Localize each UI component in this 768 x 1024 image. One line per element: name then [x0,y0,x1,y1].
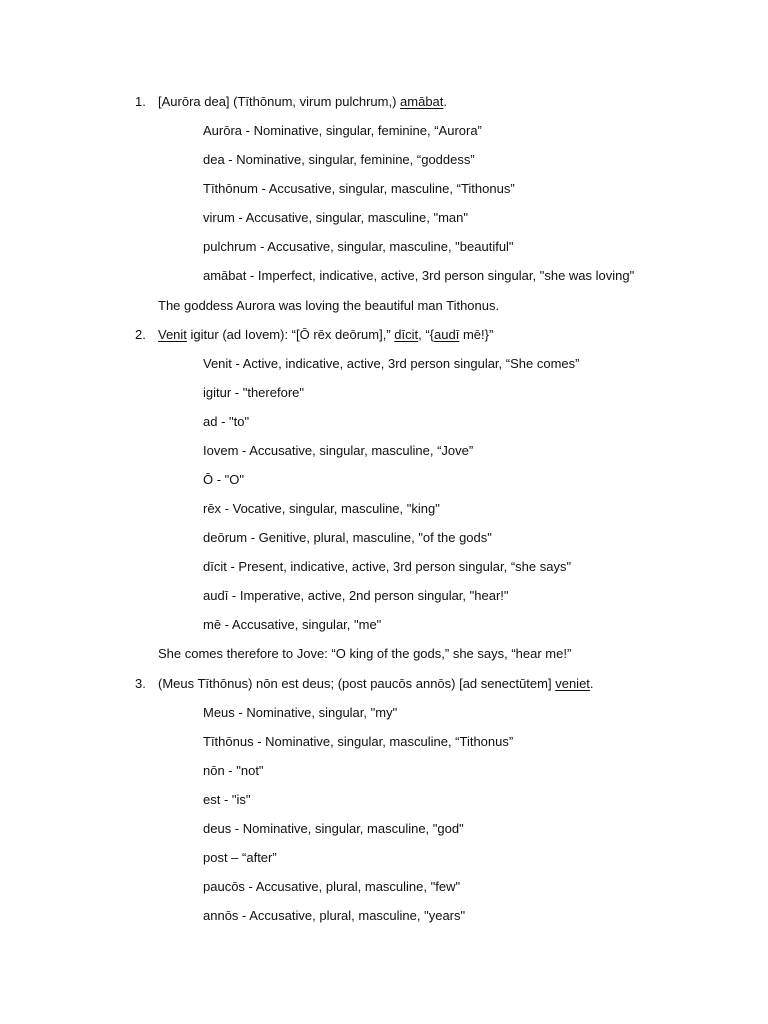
item-number: 1. [135,94,146,109]
sentence-text: mē!}” [459,327,494,342]
gloss-line: Tīthōnum - Accusative, singular, masculine, “Tithonus” [203,181,515,196]
sentence-text: [Aurōra dea] (Tīthōnum, virum pulchrum,) [158,94,401,109]
gloss-line: deōrum - Genitive, plural, masculine, "of the gods" [203,530,492,545]
sentence-text: . [589,676,594,691]
gloss-line: igitur - "therefore" [203,385,304,400]
gloss-line: est - "is" [203,792,251,807]
gloss-line: paucōs - Accusative, plural, masculine, "few" [203,879,461,894]
gloss-line: mē - Accusative, singular, "me" [203,617,382,632]
gloss-line: nōn - "not" [203,763,264,778]
gloss-line: dīcit - Present, indicative, active, 3rd person singular, “she says" [203,559,572,574]
translation-line: She comes therefore to Jove: “O king of the gods,” she says, “hear me!” [158,646,572,661]
latin-sentence [158,327,493,343]
gloss-line: audī - Imperative, active, 2nd person singular, "hear!" [203,588,509,603]
gloss-line: Ō - "O" [203,472,245,487]
gloss-line: Iovem - Accusative, singular, masculine, “Jove” [203,443,474,458]
gloss-line: Meus - Nominative, singular, "my" [203,705,398,720]
gloss-line: deus - Nominative, singular, masculine, "god" [203,821,464,836]
item-number: 2. [135,327,146,342]
sentence-text: , “{ [418,327,435,342]
gloss-line: virum - Accusative, singular, masculine, "man" [203,210,468,225]
verb-underlined: veniet [555,676,590,691]
item-number: 3. [135,676,146,691]
gloss-line: post – “after” [203,850,277,865]
gloss-line: dea - Nominative, singular, feminine, “goddess” [203,152,475,167]
gloss-line: Tīthōnus - Nominative, singular, masculine, “Tithonus” [203,734,514,749]
sentence-text: . [443,94,448,109]
gloss-line: annōs - Accusative, plural, masculine, "years" [203,908,466,923]
verb-underlined: dīcit [394,327,419,342]
verb-underlined: audī [434,327,460,342]
gloss-line: ad - "to" [203,414,250,429]
latin-sentence [158,94,447,110]
gloss-line: pulchrum - Accusative, singular, masculine, "beautiful" [203,239,514,254]
sentence-text: igitur (ad Iovem): “[Ō rēx deōrum],” [186,327,395,342]
gloss-line: Aurōra - Nominative, singular, feminine, “Aurora” [203,123,482,138]
translation-line: The goddess Aurora was loving the beautiful man Tithonus. [158,298,500,313]
gloss-line: amābat - Imperfect, indicative, active, 3rd person singular, "she was loving" [203,268,635,283]
sentence-text: (Meus Tīthōnus) nōn est deus; (post paucōs annōs) [ad senectūtem] [158,676,556,691]
gloss-line: Venit - Active, indicative, active, 3rd person singular, “She comes” [203,356,580,371]
verb-underlined: Venit [158,327,187,342]
latin-sentence [158,676,594,692]
verb-underlined: amābat [400,94,444,109]
gloss-line: rēx - Vocative, singular, masculine, "king" [203,501,440,516]
